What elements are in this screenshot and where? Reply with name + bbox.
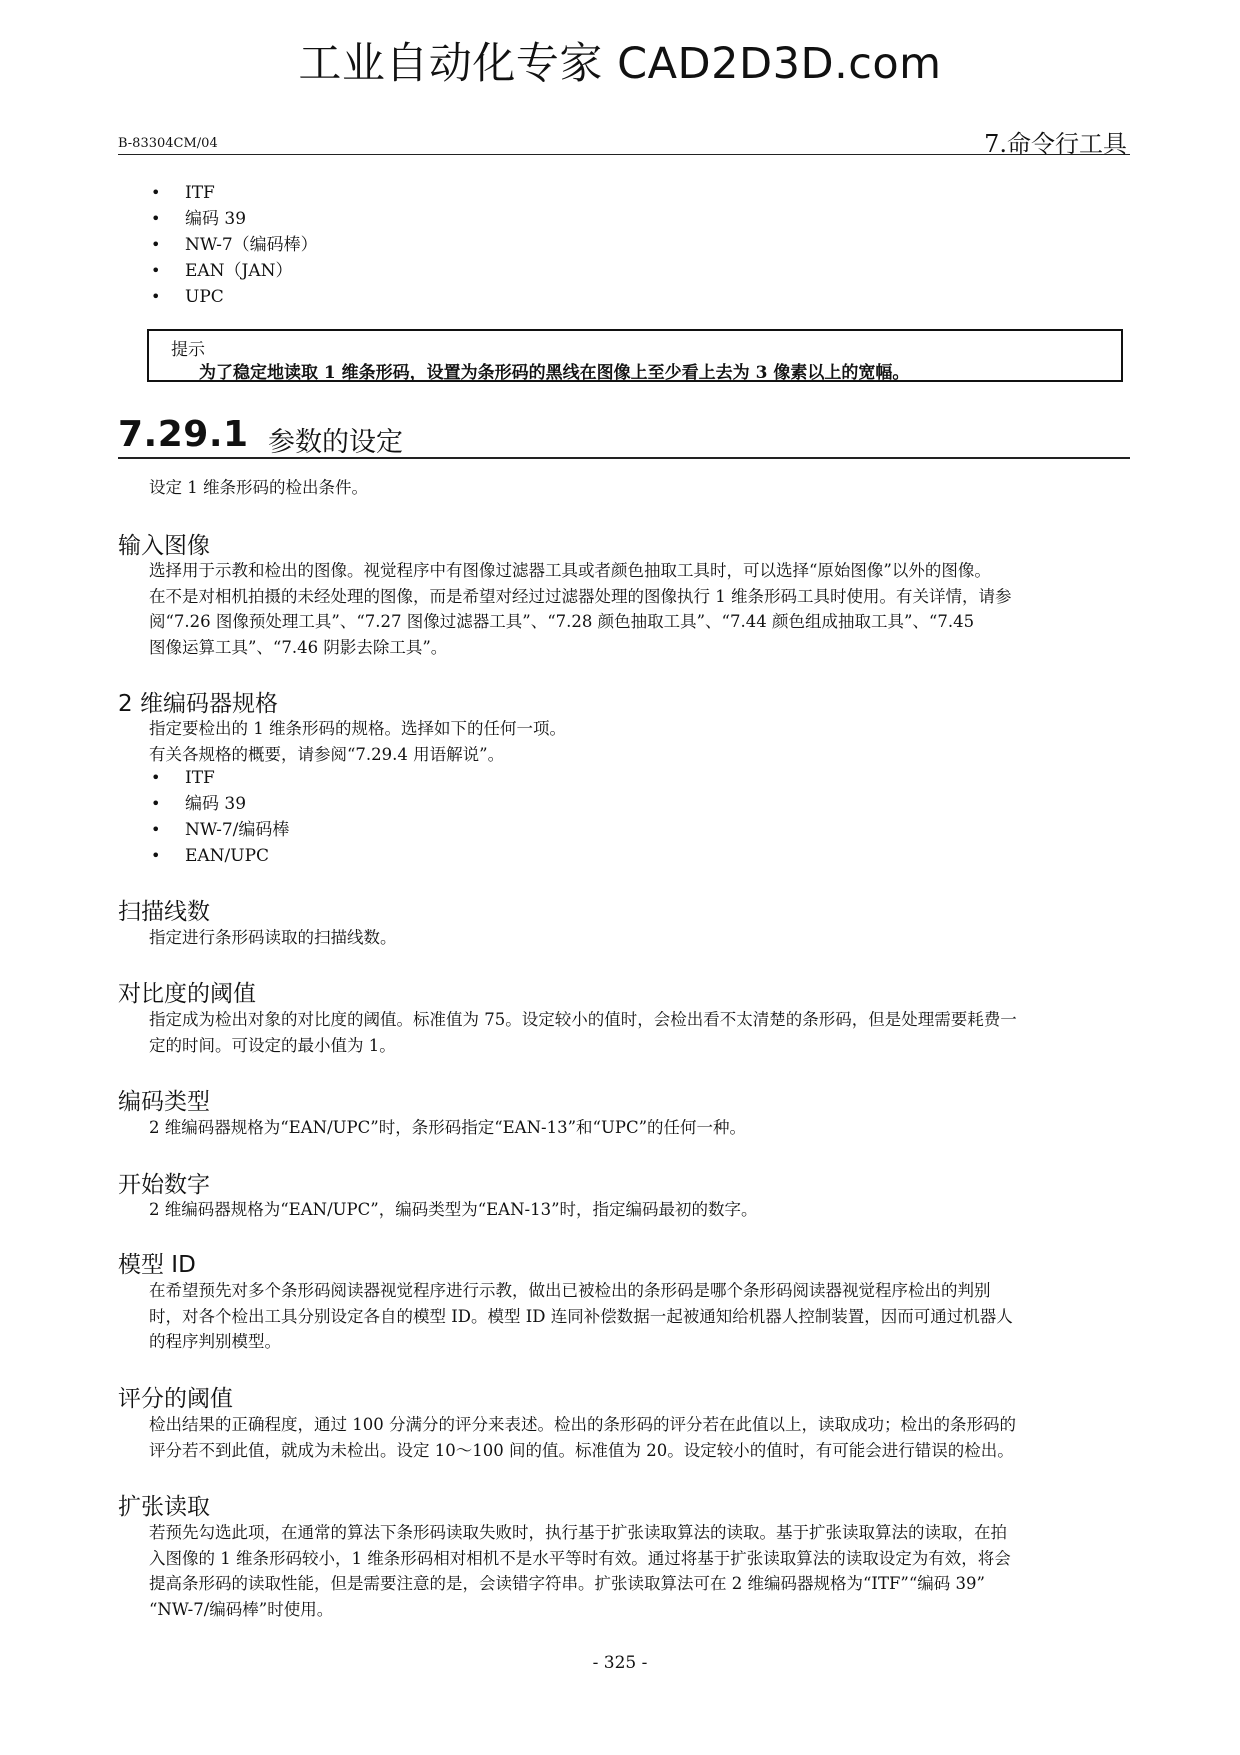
note-box [147,329,1123,382]
param-heading-start-digit: 开始数字 [118,1172,210,1198]
list-item: • NW-7（编码棒） [151,232,318,258]
text-line: 图像运算工具”、“7.46 阴影去除工具”。 [149,637,448,657]
barcode-type-list [151,180,318,310]
text-line: 有关各规格的概要，请参阅“7.29.4 用语解说”。 [149,744,505,764]
watermark-banner: 工业自动化专家 CAD2D3D.com [298,39,942,89]
list-item: • ITF [151,180,318,206]
text-line: 定的时间。可设定的最小值为 1。 [149,1035,396,1055]
text-line: 指定要检出的 1 维条形码的规格。选择如下的任何一项。 [149,719,566,738]
list-item: • NW-7/编码棒 [151,817,289,843]
text-line: 的程序判别模型。 [149,1332,281,1351]
param-heading-code-type: 编码类型 [118,1089,210,1115]
section-intro: 设定 1 维条形码的检出条件。 [149,478,368,497]
param-desc-scan-lines [149,925,1129,951]
param-heading-scan-lines: 扫描线数 [118,899,210,925]
section-rule [118,457,1130,459]
list-item: • ITF [151,765,289,791]
note-title: 提示 [171,340,205,360]
document-code: B-83304CM/04 [118,136,218,151]
section-title: 参数的设定 [268,427,403,458]
text-line: 2 维编码器规格为“EAN/UPC”时，条形码指定“EAN-13”和“UPC”的任何一种。 [149,1118,747,1137]
text-line: 选择用于示教和检出的图像。视觉程序中有图像过滤器工具或者颜色抽取工具时，可以选择“原始图像”以外的图像。 [149,561,991,580]
param-heading-encoder-spec: 2 维编码器规格 [118,691,278,717]
param-desc-encoder-spec [149,716,1129,767]
text-line: 评分若不到此值，就成为未检出。设定 10～100 间的值。标准值为 20。设定较小的值时，有可能会进行错误的检出。 [149,1440,1014,1460]
text-line: 在不是对相机拍摄的未经处理的图像，而是希望对经过过滤器处理的图像执行 1 维条形码工具时使用。有关详情，请参 [149,586,1012,606]
text-line: 提高条形码的读取性能，但是需要注意的是，会读错字符串。扩张读取算法可在 2 维编码器规格为“ITF”“编码 39” [149,1574,985,1593]
chapter-title: 7.命令行工具 [984,130,1127,158]
param-desc-start-digit [149,1197,1129,1223]
text-line: 2 维编码器规格为“EAN/UPC”，编码类型为“EAN-13”时，指定编码最初的数字。 [149,1200,758,1219]
list-item: • 编码 39 [151,206,318,232]
section-number: 7.29.1 [118,414,249,455]
encoder-spec-list [151,765,289,869]
param-heading-contrast-threshold: 对比度的阈值 [118,981,256,1007]
text-line: 若预先勾选此项，在通常的算法下条形码读取失败时，执行基于扩张读取算法的读取。基于扩张读取算法的读取，在拍 [149,1523,1007,1542]
param-heading-model-id: 模型 ID [118,1252,196,1278]
param-desc-model-id [149,1278,1129,1355]
list-item: • EAN/UPC [151,843,289,869]
list-item: • UPC [151,284,318,310]
param-desc-extended-read [149,1520,1129,1622]
page-number: - 325 - [592,1653,648,1673]
text-line: 指定成为检出对象的对比度的阈值。标准值为 75。设定较小的值时，会检出看不太清楚的条形码，但是处理需要耗费一 [149,1010,1017,1029]
text-line: 在希望预先对多个条形码阅读器视觉程序进行示教，做出已被检出的条形码是哪个条形码阅读器视觉程序检出的判别 [149,1281,991,1300]
param-heading-input-image: 输入图像 [118,533,210,559]
note-text: 为了稳定地读取 1 维条形码，设置为条形码的黑线在图像上至少看上去为 3 像素以上的宽幅。 [199,363,910,383]
param-heading-score-threshold: 评分的阈值 [118,1386,233,1412]
param-desc-input-image [149,558,1129,660]
text-line: 入图像的 1 维条形码较小，1 维条形码相对相机不是水平等时有效。通过将基于扩张读取算法的读取设定为有效，将会 [149,1548,1011,1568]
list-item: • EAN（JAN） [151,258,318,284]
text-line: 指定进行条形码读取的扫描线数。 [149,928,397,947]
param-desc-score-threshold [149,1412,1129,1463]
header-rule [118,154,1130,155]
param-desc-contrast-threshold [149,1007,1129,1058]
text-line: 时，对各个检出工具分别设定各自的模型 ID。模型 ID 连同补偿数据一起被通知给机器人控制装置，因而可通过机器人 [149,1306,1013,1326]
text-line: 阅“7.26 图像预处理工具”、“7.27 图像过滤器工具”、“7.28 颜色抽取工具”、“7.44 颜色组成抽取工具”、“7.45 [149,612,975,631]
param-desc-code-type [149,1115,1129,1141]
list-item: • 编码 39 [151,791,289,817]
text-line: “NW-7/编码棒”时使用。 [149,1599,334,1619]
text-line: 检出结果的正确程度，通过 100 分满分的评分来表述。检出的条形码的评分若在此值以上，读取成功；检出的条形码的 [149,1415,1016,1434]
param-heading-extended-read: 扩张读取 [118,1494,210,1520]
